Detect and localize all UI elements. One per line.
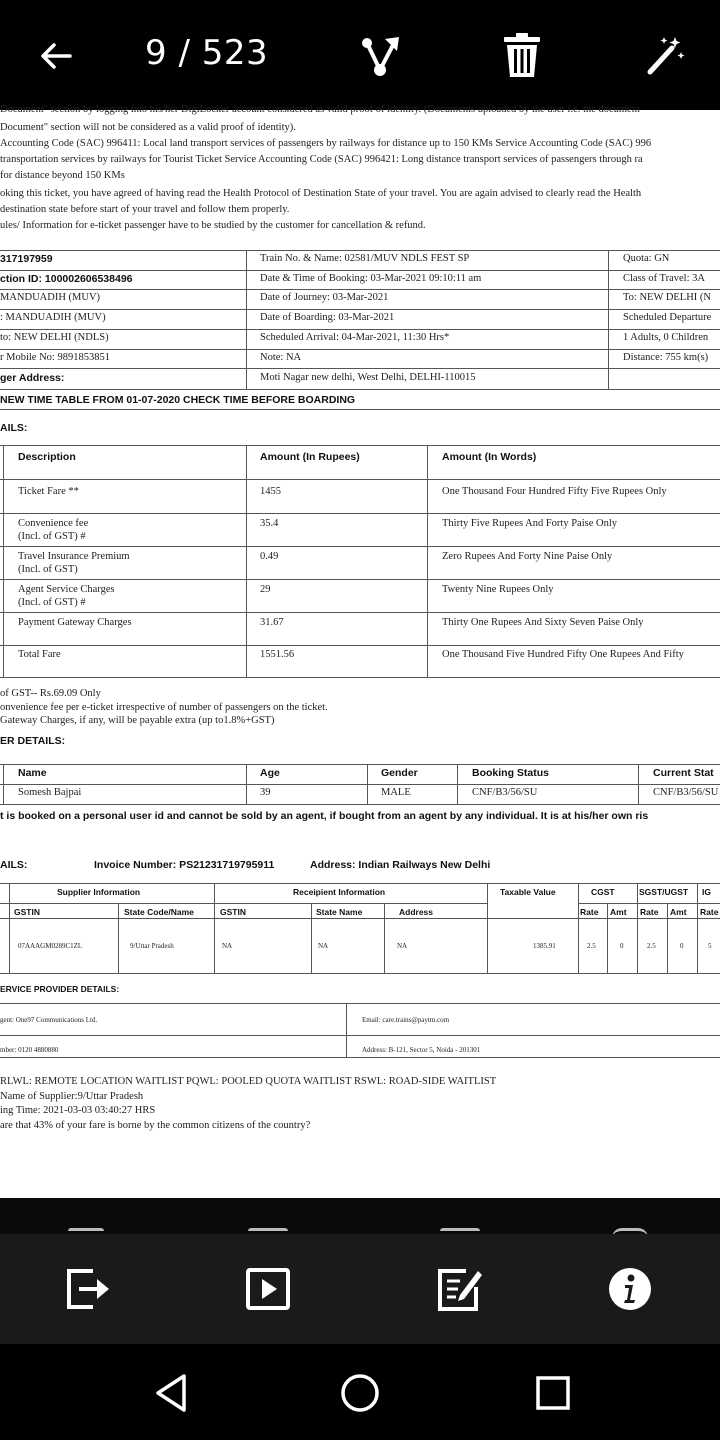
invoice-number: Invoice Number: PS21231719795911 (94, 859, 275, 871)
fare-desc-sub: (Incl. of GST) (18, 564, 78, 575)
ticket-document (0, 104, 720, 1198)
booking-cell: 317197959 (0, 253, 53, 265)
note-line: ules/ Information for e-ticket passenger have to be studied by the customer for cancellation & refund. (0, 220, 426, 231)
footer-line: are that 43% of your fare is borne by the common citizens of the country? (0, 1120, 311, 1131)
system-recents-button[interactable] (528, 1368, 578, 1418)
info-icon (608, 1267, 652, 1311)
gst-header: Taxable Value (500, 887, 556, 897)
fare-desc: Agent Service Charges (18, 584, 115, 595)
passenger-header: Gender (381, 767, 418, 779)
export-button[interactable] (60, 1261, 120, 1317)
footer-line: ing Time: 2021-03-03 03:40:27 HRS (0, 1105, 156, 1116)
note-line: Document" section will not be considered as a valid proof of identity). (0, 122, 296, 133)
gst-cell: 5 (708, 942, 712, 950)
fare-amount: 29 (260, 584, 271, 595)
fare-desc: Ticket Fare ** (18, 486, 79, 497)
bottom-toolbar (0, 1234, 720, 1344)
share-button[interactable] (348, 24, 412, 88)
system-back-button[interactable] (146, 1368, 196, 1418)
passenger-header: Age (260, 767, 280, 779)
booking-cell: to: NEW DELHI (NDLS) (0, 332, 109, 343)
booking-cell: Date of Boarding: 03-Mar-2021 (260, 312, 395, 323)
passenger-cell: MALE (381, 787, 411, 798)
gst-cell: 0 (680, 942, 684, 950)
fare-header: Amount (In Rupees) (260, 451, 360, 463)
top-toolbar (0, 0, 720, 110)
system-home-button[interactable] (335, 1368, 385, 1418)
fare-desc: Travel Insurance Premium (18, 551, 130, 562)
gst-subheader: GSTIN (220, 907, 246, 917)
fare-amount: 1455 (260, 486, 281, 497)
booking-cell: Scheduled Departure (623, 312, 712, 323)
fare-words: One Thousand Four Hundred Fifty Five Rupees Only (442, 486, 667, 497)
fare-words: One Thousand Five Hundred Fifty One Rupees And Fifty (442, 649, 684, 660)
passenger-cell: CNF/B3/56/SU (653, 787, 719, 798)
booking-cell: Class of Travel: 3A (623, 273, 705, 284)
service-address: Address: B-121, Sector 5, Noida - 201301 (362, 1046, 481, 1054)
share-icon (355, 31, 405, 81)
booking-cell: Note: NA (260, 352, 302, 363)
passenger-header: Booking Status (472, 767, 550, 779)
info-button[interactable] (600, 1261, 660, 1317)
footer-line: RLWL: REMOTE LOCATION WAITLIST PQWL: POOLED QUOTA WAITLIST RSWL: ROAD-SIDE WAITLIST (0, 1076, 497, 1087)
fare-words: Thirty Five Rupees And Forty Paise Only (442, 518, 617, 529)
fare-words: Thirty One Rupees And Sixty Seven Paise Only (442, 617, 644, 628)
fare-words: Twenty Nine Rupees Only (442, 584, 554, 595)
timetable-note: NEW TIME TABLE FROM 01-07-2020 CHECK TIME BEFORE BOARDING (0, 394, 356, 406)
gst-header: SGST/UGST (639, 887, 689, 897)
fare-amount: 31.67 (260, 617, 284, 628)
gst-subheader: State Name (316, 907, 363, 917)
fare-words: Zero Rupees And Forty Nine Paise Only (442, 551, 613, 562)
footer-line: Name of Supplier:9/Uttar Pradesh (0, 1091, 144, 1102)
gst-cell: 0 (620, 942, 624, 950)
fare-desc: Payment Gateway Charges (18, 617, 132, 628)
service-section-title: ERVICE PROVIDER DETAILS: (0, 984, 120, 994)
booking-cell: ction ID: 100002606538496 (0, 273, 133, 285)
gst-subheader: Rate (640, 907, 659, 917)
trash-icon (500, 32, 544, 80)
delete-button[interactable] (490, 24, 554, 88)
fare-header: Amount (In Words) (442, 451, 537, 463)
booking-cell: 1 Adults, 0 Children (623, 332, 709, 343)
agent-warning: t is booked on a personal user id and cannot be sold by an agent, if bought from an agent by any individual. It is at his/her own ris (0, 810, 649, 822)
play-icon (245, 1267, 291, 1311)
note-line: oking this ticket, you have agreed of having read the Health Protocol of Destination State of your travel. You are again advised to clearly read the Health (0, 188, 642, 199)
fare-desc: Total Fare (18, 649, 61, 660)
gst-subheader: Rate (700, 907, 719, 917)
booking-cell: Scheduled Arrival: 04-Mar-2021, 11:30 Hrs* (260, 332, 450, 343)
booking-cell: Quota: GN (623, 253, 670, 264)
booking-cell: : MANDUADIH (MUV) (0, 312, 106, 323)
invoice-address: Address: Indian Railways New Delhi (310, 859, 491, 871)
service-email: Email: care.trains@paytm.com (362, 1016, 450, 1024)
magic-wand-icon (642, 34, 686, 78)
gst-cell: 07AAAGM0289C1ZL (18, 942, 83, 950)
slideshow-button[interactable] (238, 1261, 298, 1317)
note-line: destination state before start of your travel and follow them properly. (0, 204, 290, 215)
fare-amount: 35.4 (260, 518, 279, 529)
image-counter: 9 / 523 (145, 33, 269, 73)
fare-desc-sub: (Incl. of GST) # (18, 597, 86, 608)
fare-amount: 0.49 (260, 551, 279, 562)
gst-cell: NA (222, 942, 233, 950)
gst-cell: NA (318, 942, 329, 950)
booking-cell: Date & Time of Booking: 03-Mar-2021 09:10:11 am (260, 273, 482, 284)
passenger-cell: CNF/B3/56/SU (472, 787, 538, 798)
gst-cell: 2.5 (587, 942, 596, 950)
note-line: Document" section by logging into his/her DigiLocker account considered as valid proof of identity. (Documents uploaded by the user i.e. the document (0, 104, 640, 115)
invoice-label: AILS: (0, 859, 28, 871)
passenger-header: Name (18, 767, 47, 779)
passenger-cell: Somesh Bajpai (18, 787, 82, 798)
fare-desc-sub: (Incl. of GST) # (18, 531, 86, 542)
passenger-cell: 39 (260, 787, 271, 798)
passenger-header: Current Stat (653, 767, 714, 779)
service-number: mber: 0120 4880880 (0, 1046, 59, 1054)
gst-header: CGST (591, 887, 615, 897)
gst-subheader: Address (399, 907, 434, 917)
nav-recents-icon (535, 1375, 571, 1411)
fare-note: Gateway Charges, if any, will be payable extra (up to1.8%+GST) (0, 715, 275, 726)
gst-cell: 2.5 (647, 942, 656, 950)
gst-subheader: State Code/Name (124, 907, 194, 917)
magic-button[interactable] (632, 24, 696, 88)
passenger-section-title: ER DETAILS: (0, 735, 66, 747)
edit-notes-icon (436, 1265, 484, 1313)
booking-cell: Train No. & Name: 02581/MUV NDLS FEST SP (260, 253, 470, 264)
note-line: transportation services by railways for Tourist Ticket Service Accounting Code (SAC) 996421: Long distance transport services of passengers through ra (0, 154, 643, 165)
gst-subheader: GSTIN (14, 907, 40, 917)
fare-header: Description (18, 451, 76, 463)
note-line: Accounting Code (SAC) 996411: Local land transport services of passengers by railways for distance up to 150 KMs Service Accounting Code (SAC) 996 (0, 138, 652, 149)
fare-note: of GST-- Rs.69.09 Only (0, 688, 101, 699)
booking-cell: ger Address: (0, 372, 65, 384)
booking-cell: r Mobile No: 9891853851 (0, 352, 110, 363)
gst-subheader: Rate (580, 907, 599, 917)
service-agent: gent: One97 Communications Ltd. (0, 1016, 98, 1024)
back-button[interactable] (24, 24, 88, 88)
fare-note: onvenience fee per e-ticket irrespective of number of passengers on the ticket. (0, 702, 328, 713)
gst-header: Receipient Information (293, 887, 386, 897)
gst-header: IG (702, 887, 711, 897)
nav-home-icon (339, 1372, 381, 1414)
fare-desc: Convenience fee (18, 518, 89, 529)
gst-cell: 9/Uttar Pradesh (130, 942, 174, 950)
booking-cell: Moti Nagar new delhi, West Delhi, DELHI-110015 (260, 372, 476, 383)
back-arrow-icon (36, 36, 76, 76)
gst-cell: NA (397, 942, 408, 950)
fare-amount: 1551.56 (260, 649, 295, 660)
booking-cell: Date of Journey: 03-Mar-2021 (260, 292, 389, 303)
edit-button[interactable] (430, 1261, 490, 1317)
nav-back-icon (153, 1373, 189, 1413)
system-navigation-bar (0, 1344, 720, 1440)
gst-header: Supplier Information (57, 887, 141, 897)
gst-subheader: Amt (670, 907, 687, 917)
booking-cell: Distance: 755 km(s) (623, 352, 709, 363)
note-line: for distance beyond 150 KMs (0, 170, 125, 181)
export-icon (65, 1267, 115, 1311)
booking-cell: To: NEW DELHI (N (623, 292, 712, 303)
gst-cell: 1385.91 (533, 942, 556, 950)
fare-section-title: AILS: (0, 422, 28, 434)
booking-cell: MANDUADIH (MUV) (0, 292, 101, 303)
toolbar-shadow-strip (0, 1198, 720, 1234)
gst-subheader: Amt (610, 907, 627, 917)
